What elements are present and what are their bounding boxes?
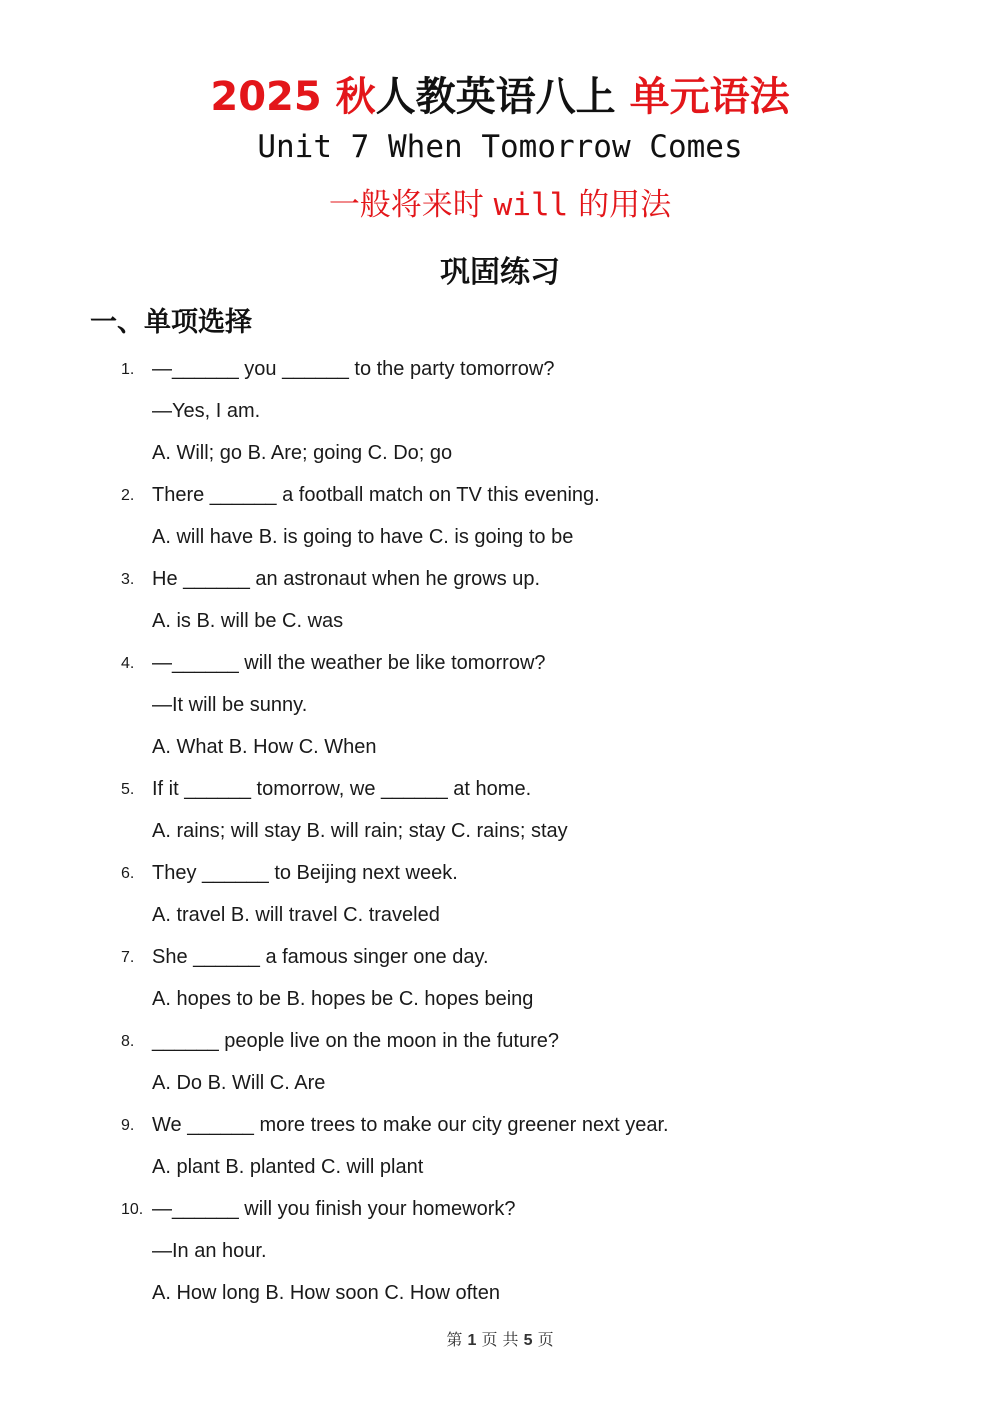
question-text: —______ will you finish your homework? xyxy=(152,1198,516,1220)
question-number: 3. xyxy=(121,571,135,588)
footer-middle: 页 共 xyxy=(476,1330,524,1349)
answer-options xyxy=(0,978,1000,1020)
unit-title: Unit 7 When Tomorrow Comes xyxy=(257,129,743,165)
question-line-text: —In an hour. xyxy=(152,1240,267,1262)
question-list xyxy=(0,348,1000,1314)
topic-title-keyword: will xyxy=(493,187,569,223)
title-textbook: 人教英语八上 xyxy=(375,74,630,120)
question-item xyxy=(0,1188,1000,1230)
footer-current-page: 1 xyxy=(467,1332,477,1349)
question-number: 6. xyxy=(121,865,135,882)
question-line-text: A. Do B. Will C. Are xyxy=(152,1072,326,1094)
question-number: 1. xyxy=(121,361,135,378)
page-footer xyxy=(0,1328,1000,1353)
question-text: If it ______ tomorrow, we ______ at home. xyxy=(152,778,532,800)
question-number: 5. xyxy=(121,781,135,798)
title-year-season: 2025 秋 xyxy=(210,74,376,120)
answer-options xyxy=(0,1272,1000,1314)
answer-options xyxy=(0,726,1000,768)
question-line-text: A. What B. How C. When xyxy=(152,736,377,758)
question-line-text: A. rains; will stay B. will rain; stay C. rains; stay xyxy=(152,820,568,842)
question-item xyxy=(0,642,1000,684)
question-number: 8. xyxy=(121,1033,135,1050)
question-text: We ______ more trees to make our city greener next year. xyxy=(152,1114,669,1136)
question-line-text: —Yes, I am. xyxy=(152,400,261,422)
dialogue-line xyxy=(0,390,1000,432)
question-line-text: A. How long B. How soon C. How often xyxy=(152,1282,500,1304)
question-item xyxy=(0,558,1000,600)
question-line-text: A. travel B. will travel C. traveled xyxy=(152,904,440,926)
answer-options xyxy=(0,432,1000,474)
footer-prefix: 第 xyxy=(446,1330,468,1349)
question-line-text: —It will be sunny. xyxy=(152,694,308,716)
question-line-text: A. will have B. is going to have C. is going to be xyxy=(152,526,574,548)
question-text: She ______ a famous singer one day. xyxy=(152,946,489,968)
topic-title-part1: 一般将来时 xyxy=(328,187,494,223)
question-number: 10. xyxy=(121,1201,144,1218)
question-number: 2. xyxy=(121,487,135,504)
answer-options xyxy=(0,1146,1000,1188)
page-title xyxy=(0,72,1000,122)
question-item xyxy=(0,936,1000,978)
question-number: 7. xyxy=(121,949,135,966)
answer-options xyxy=(0,1062,1000,1104)
question-text: —______ you ______ to the party tomorrow? xyxy=(152,358,555,380)
topic-title-part3: 的用法 xyxy=(568,187,672,223)
question-text: They ______ to Beijing next week. xyxy=(152,862,458,884)
question-text: He ______ an astronaut when he grows up. xyxy=(152,568,541,590)
footer-total-pages: 5 xyxy=(523,1332,533,1349)
question-line-text: A. plant B. planted C. will plant xyxy=(152,1156,424,1178)
question-line-text: A. is B. will be C. was xyxy=(152,610,344,632)
dialogue-line xyxy=(0,1230,1000,1272)
question-number: 4. xyxy=(121,655,135,672)
question-item xyxy=(0,852,1000,894)
answer-options xyxy=(0,516,1000,558)
practice-title: 巩固练习 xyxy=(440,255,560,290)
footer-suffix: 页 xyxy=(532,1330,554,1349)
question-item xyxy=(0,768,1000,810)
question-item xyxy=(0,1020,1000,1062)
question-text: ______ people live on the moon in the future? xyxy=(152,1030,559,1052)
question-number: 9. xyxy=(121,1117,135,1134)
question-item xyxy=(0,348,1000,390)
answer-options xyxy=(0,894,1000,936)
answer-options xyxy=(0,810,1000,852)
question-item xyxy=(0,1104,1000,1146)
question-line-text: A. hopes to be B. hopes be C. hopes being xyxy=(152,988,534,1010)
question-text: There ______ a football match on TV this evening. xyxy=(152,484,600,506)
question-line-text: A. Will; go B. Are; going C. Do; go xyxy=(152,442,453,464)
answer-options xyxy=(0,600,1000,642)
title-grammar-label: 单元语法 xyxy=(629,74,790,120)
topic-title xyxy=(0,184,1000,226)
dialogue-line xyxy=(0,684,1000,726)
question-item xyxy=(0,474,1000,516)
section-heading: 一、单项选择 xyxy=(90,307,252,338)
question-text: —______ will the weather be like tomorrow? xyxy=(152,652,546,674)
